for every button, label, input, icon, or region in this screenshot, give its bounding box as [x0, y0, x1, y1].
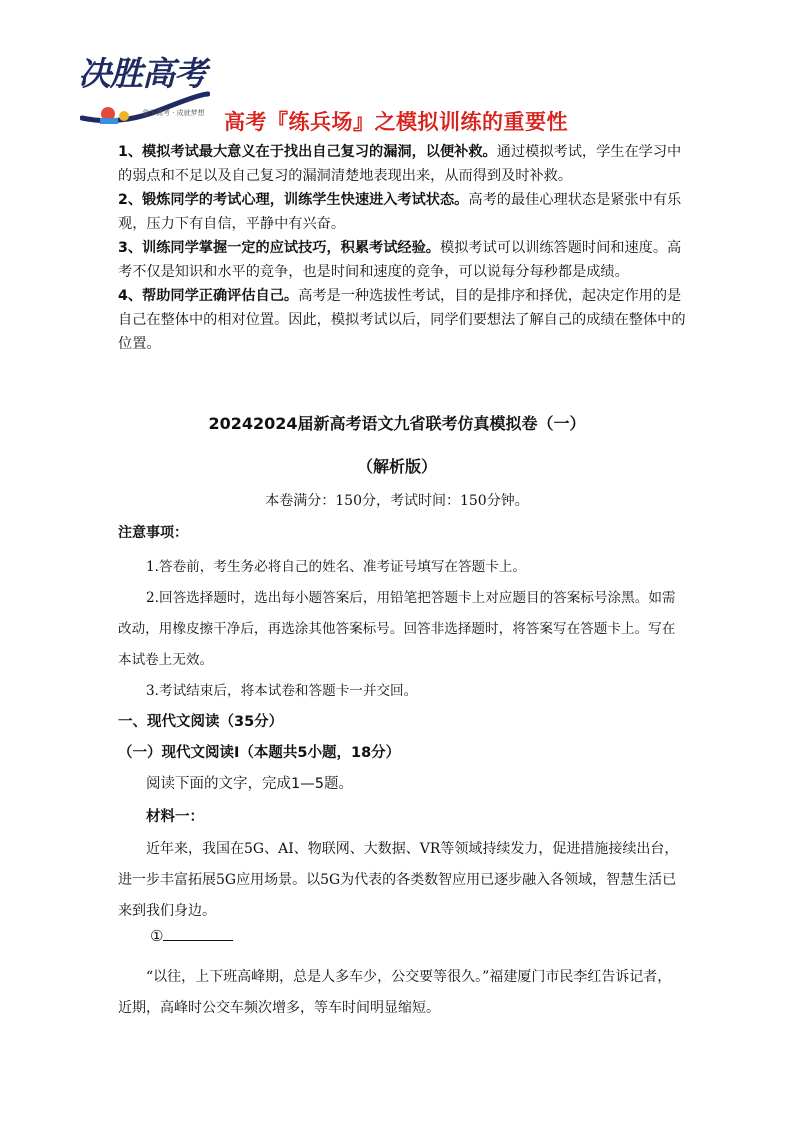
exam-meta: 本卷满分：150分，考试时间：150分钟。 — [265, 493, 529, 509]
notice-item: 2.回答选择题时，选出每小题答案后，用铅笔把答题卡上对应题目的答案标号涂黑。如需改动，用橡皮擦干净后，再选涂其他答案标号。回答非选择题时，将答案写在答题卡上。写在本试卷上无效。 — [118, 590, 676, 668]
subsection-heading: （一）现代文阅读Ⅰ（本题共5小题，18分） — [118, 745, 401, 761]
notice-list — [118, 552, 684, 707]
fill-blank — [150, 926, 233, 945]
promo-point: 3、训练同学掌握一定的应试技巧，积累考试经验。模拟考试可以训练答题时间和速度。高考不仅是知识和水平的竞争，也是时间和速度的竞争，可以说每分每秒都是成绩。 — [118, 240, 682, 280]
promo-points — [118, 140, 688, 356]
exam-subtitle: （解析版） — [356, 457, 437, 476]
brand-logo — [78, 48, 218, 134]
exam-title: 20242024届新高考语文九省联考仿真模拟卷（一） — [208, 414, 586, 433]
reading-instruction: 阅读下面的文字，完成1—5题。 — [146, 776, 353, 792]
notice-item: 3.考试结束后，将本试卷和答题卡一并交回。 — [146, 683, 418, 699]
blank-marker: ① — [150, 927, 164, 945]
notice-item: 1.答卷前，考生务必将自己的姓名、准考证号填写在答题卡上。 — [146, 559, 526, 575]
blank-underline — [163, 926, 233, 941]
promo-point: 1、模拟考试最大意义在于找出自己复习的漏洞，以便补救。通过模拟考试，学生在学习中的弱点和不足以及自己复习的漏洞清楚地表现出来，从而得到及时补救。 — [118, 144, 682, 184]
section-heading: 一、现代文阅读（35分） — [118, 714, 284, 730]
promo-point: 4、帮助同学正确评估自己。高考是一种选拔性考试，目的是排序和择优，起决定作用的是自己在整体中的相对位置。因此，模拟考试以后，同学们要想法了解自己的成绩在整体中的位置。 — [118, 288, 686, 352]
promo-title: 高考『练兵场』之模拟训练的重要性 — [224, 110, 568, 134]
notice-heading: 注意事项： — [118, 525, 188, 541]
logo-tagline: 拿下高考 · 成就梦想 — [142, 109, 205, 117]
material-label: 材料一： — [146, 809, 204, 825]
material-paragraph: 近年来，我国在5G、AI、物联网、大数据、VR等领域持续发力，促进措施接续出台，进一步丰富拓展5G应用场景。以5G为代表的各类数智应用已逐步融入各领域，智慧生活已来到我们身边。 — [118, 841, 679, 919]
material-paragraph: “以往，上下班高峰期，总是人多车少，公交要等很久。”福建厦门市民李红告诉记者，近期，高峰时公交车频次增多，等车时间明显缩短。 — [118, 969, 672, 1016]
logo-brand-text: 决胜高考 — [78, 54, 206, 93]
promo-point: 2、锻炼同学的考试心理，训练学生快速进入考试状态。高考的最佳心理状态是紧张中有乐观，压力下有自信，平静中有兴奋。 — [118, 192, 682, 232]
